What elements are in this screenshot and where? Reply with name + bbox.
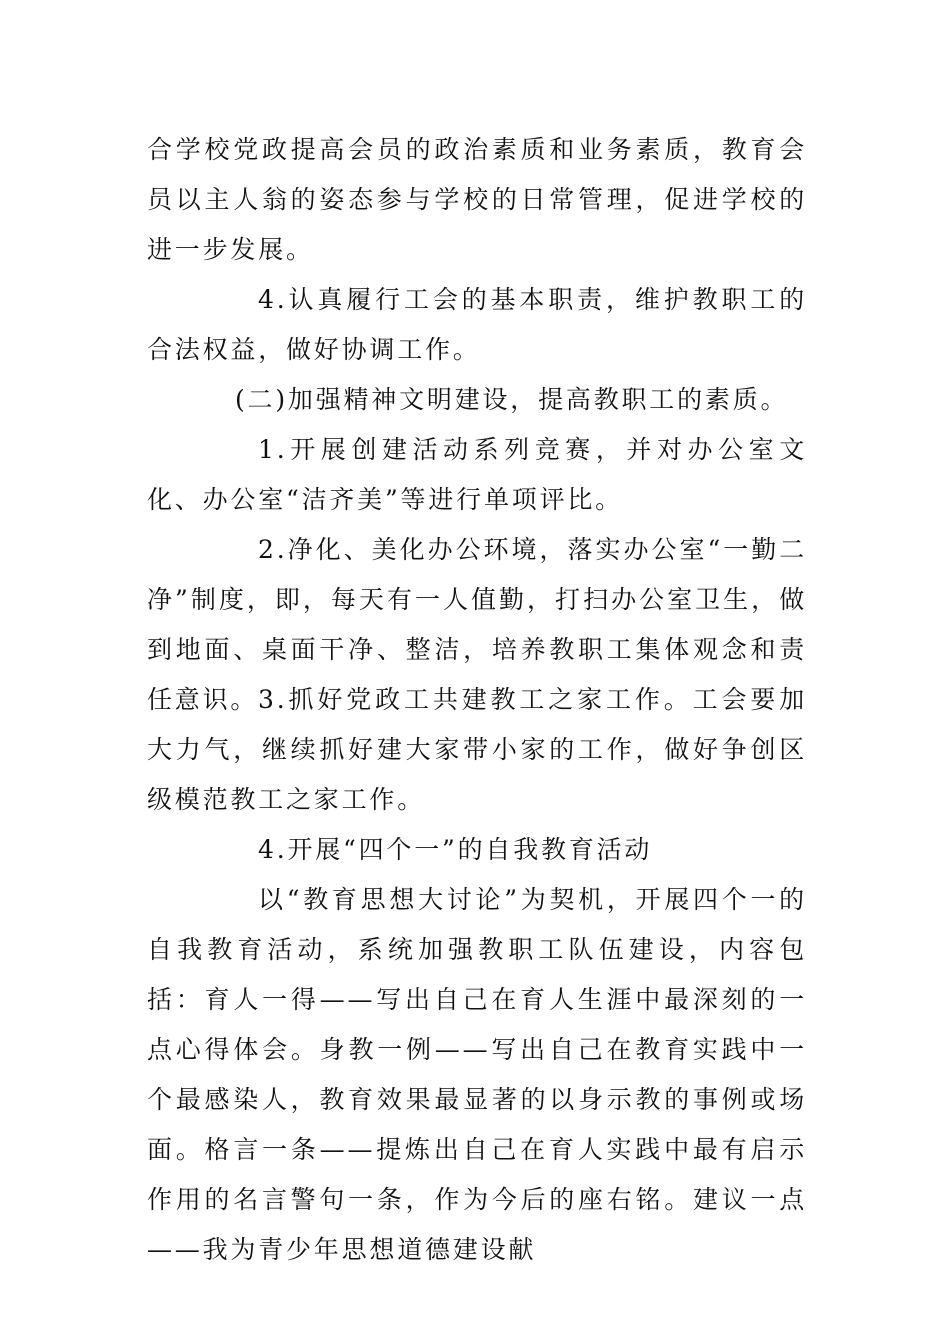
- paragraph-four-ones-content: 以“教育思想大讨论”为契机，开展四个一的自我教育活动，系统加强教职工队伍建设，内容包括：育人一得——写出自己在育人生涯中最深刻的一点心得体会。身教一例——写出自己在教育实践中一个最感染人，教育效果最显著的以身示教的事例或场面。格言一条——提炼出自己在育人实践中最有启示作用的名言警句一条，作为今后的座右铭。建议一点——我为青少年思想道德建设献: [147, 885, 807, 1264]
- paragraph-item-1-competition: 1.开展创建活动系列竞赛，并对办公室文化、办公室“洁齐美”等进行单项评比。: [147, 435, 807, 514]
- paragraph-continuation: 合学校党政提高会员的政治素质和业务素质，教育会员以主人翁的姿态参与学校的日常管理，促进学校的进一步发展。: [147, 135, 807, 264]
- paragraph-item-2-environment: 2.净化、美化办公环境，落实办公室“一勤二净”制度，即，每天有一人值勤，打扫办公室卫生，做到地面、桌面干净、整洁，培养教职工集体观念和责任意识。: [147, 535, 807, 714]
- paragraph-item-4-heading: 4.开展“四个一”的自我教育活动: [258, 835, 653, 864]
- paragraph-item-4-duties: 4.认真履行工会的基本职责，维护教职工的合法权益，做好协调工作。: [147, 285, 807, 364]
- paragraph-item-3-teacher-home: 3.抓好党政工共建教工之家工作。工会要加大力气，继续抓好建大家带小家的工作，做好争创区级模范教工之家工作。: [147, 685, 807, 814]
- section-heading-2: (二)加强精神文明建设，提高教职工的素质。: [235, 385, 789, 414]
